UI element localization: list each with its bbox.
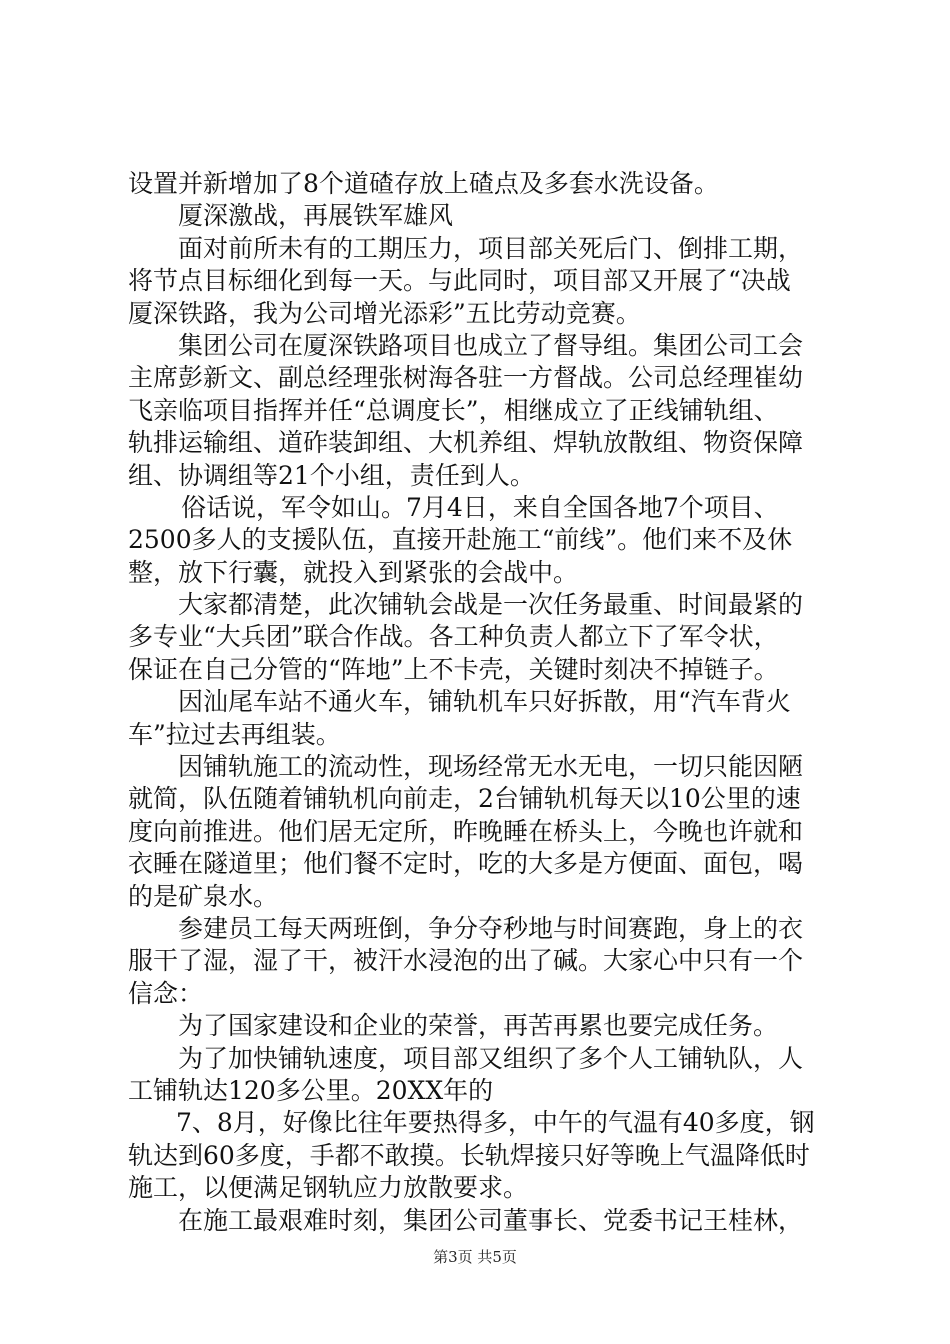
text-line: 在施工最艰难时刻，集团公司董事长、党委书记王桂林， [178, 1205, 804, 1235]
page-footer: 第3页 共5页 [433, 1248, 517, 1266]
text-line: 飞亲临项目指挥并任“总调度长”，相继成立了正线铺轨组、 [128, 395, 779, 425]
text-line: 集团公司在厦深铁路项目也成立了督导组。集团公司工会 [178, 330, 804, 360]
body-text [128, 168, 840, 1237]
text-line: 俗话说，军令如山。7月4日，来自全国各地7个项目、 [181, 492, 779, 522]
text-line: 工铺轨达120多公里。20XX年的 [128, 1075, 494, 1105]
text-line: 参建员工每天两班倒，争分夺秒地与时间赛跑，身上的衣 [178, 913, 804, 943]
text-line: 厦深激战，再展铁军雄风 [178, 201, 454, 231]
text-line: 服干了湿，湿了干，被汗水浸泡的出了碱。大家心中只有一个 [128, 946, 804, 976]
text-line: 大家都清楚，此次铺轨会战是一次任务最重、时间最紧的 [178, 590, 804, 620]
text-line: 衣睡在隧道里；他们餐不定时，吃的大多是方便面、面包，喝 [128, 849, 804, 879]
text-line: 就简，队伍随着铺轨机向前走，2台铺轨机每天以10公里的速 [128, 784, 801, 814]
text-line: 组、协调组等21个小组，责任到人。 [128, 460, 535, 490]
text-line: 因铺轨施工的流动性，现场经常无水无电，一切只能因陋 [178, 752, 804, 782]
text-line: 车”拉过去再组装。 [128, 719, 341, 749]
text-line: 面对前所未有的工期压力，项目部关死后门、倒排工期， [178, 233, 804, 263]
text-line: 2500多人的支援队伍，直接开赴施工“前线”。他们来不及休 [128, 525, 793, 555]
text-line: 为了加快铺轨速度，项目部又组织了多个人工铺轨队，人 [178, 1043, 804, 1073]
text-line: 厦深铁路，我为公司增光添彩”五比劳动竞赛。 [128, 298, 641, 328]
text-line: 的是矿泉水。 [128, 881, 279, 911]
text-line: 轨达到60多度，手都不敢摸。长轨焊接只好等晚上气温降低时 [128, 1140, 810, 1170]
text-line: 度向前推进。他们居无定所，昨晚睡在桥头上，今晚也许就和 [128, 816, 804, 846]
text-line: 因汕尾车站不通火车，铺轨机车只好拆散，用“汽车背火 [178, 687, 791, 717]
text-line: 信念： [128, 978, 204, 1008]
text-line: 7、8月，好像比往年要热得多，中午的气温有40多度，钢 [176, 1108, 815, 1138]
text-line: 整，放下行囊，就投入到紧张的会战中。 [128, 557, 579, 587]
text-line: 保证在自己分管的“阵地”上不卡壳，关键时刻决不掉链子。 [128, 654, 779, 684]
text-line: 多专业“大兵团”联合作战。各工种负责人都立下了军令状， [128, 622, 779, 652]
text-line: 将节点目标细化到每一天。与此同时，项目部又开展了“决战 [128, 266, 791, 296]
text-line: 主席彭新文、副总经理张树海各驻一方督战。公司总经理崔幼 [128, 363, 804, 393]
text-line: 为了国家建设和企业的荣誉，再苦再累也要完成任务。 [178, 1011, 779, 1041]
text-line: 设置并新增加了8个道碴存放上碴点及多套水洗设备。 [128, 169, 719, 198]
text-line: 施工，以便满足钢轨应力放散要求。 [128, 1173, 529, 1203]
text-line: 轨排运输组、道砟装卸组、大机养组、焊轨放散组、物资保障 [128, 428, 804, 458]
